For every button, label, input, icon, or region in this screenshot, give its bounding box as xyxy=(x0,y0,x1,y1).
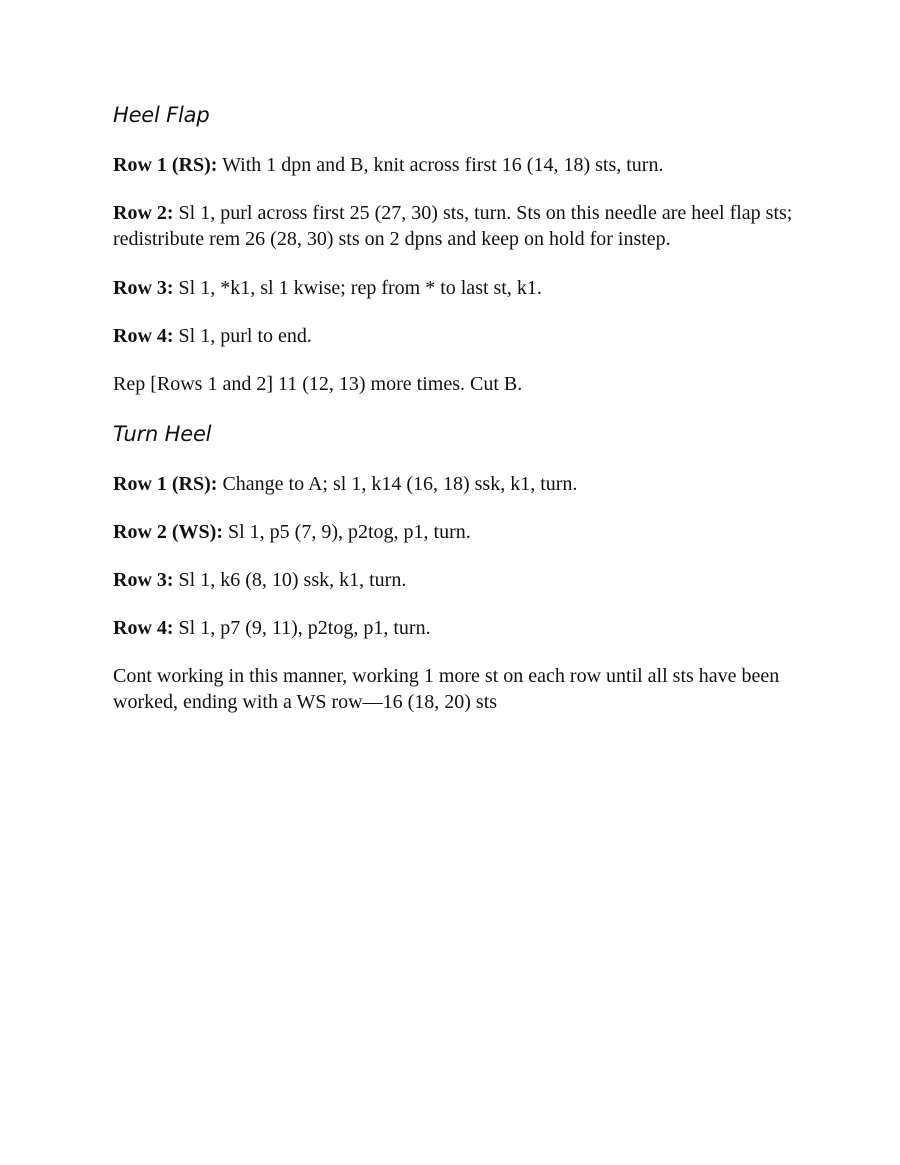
row-label: Row 3: xyxy=(113,277,174,299)
heel-flap-row-2 xyxy=(113,200,793,252)
row-instruction: Sl 1, *k1, sl 1 kwise; rep from * to last st, k1. xyxy=(178,277,542,299)
turn-heel-continue-note xyxy=(113,663,793,715)
row-instruction: With 1 dpn and B, knit across first 16 (14, 18) sts, turn. xyxy=(222,154,664,176)
row-label: Row 4: xyxy=(113,325,174,347)
row-label: Row 3: xyxy=(113,569,174,591)
heel-flap-row-1 xyxy=(113,152,793,178)
row-label: Row 1 (RS): xyxy=(113,473,218,495)
section-heading-turn-heel: Turn Heel xyxy=(113,422,212,446)
row-instruction: Sl 1, k6 (8, 10) ssk, k1, turn. xyxy=(178,569,407,591)
row-instruction: Sl 1, purl to end. xyxy=(178,325,312,347)
heel-flap-repeat-note xyxy=(113,371,793,397)
section-heading-heel-flap: Heel Flap xyxy=(113,103,210,127)
heel-flap-row-4 xyxy=(113,323,793,349)
paragraph-text: Cont working in this manner, working 1 more st on each row until all sts have been worked, ending with a WS row—16 (18, 20) sts xyxy=(113,665,780,713)
document-body xyxy=(113,100,793,738)
row-label: Row 2: xyxy=(113,202,174,224)
paragraph-text: Rep [Rows 1 and 2] 11 (12, 13) more times. Cut B. xyxy=(113,373,523,395)
row-label: Row 1 (RS): xyxy=(113,154,218,176)
turn-heel-row-2 xyxy=(113,519,793,545)
row-label: Row 2 (WS): xyxy=(113,521,223,543)
row-instruction: Sl 1, p5 (7, 9), p2tog, p1, turn. xyxy=(228,521,471,543)
row-instruction: Change to A; sl 1, k14 (16, 18) ssk, k1, turn. xyxy=(222,473,578,495)
heel-flap-row-3 xyxy=(113,275,793,301)
turn-heel-row-4 xyxy=(113,615,793,641)
row-instruction: Sl 1, p7 (9, 11), p2tog, p1, turn. xyxy=(178,617,431,639)
row-instruction: Sl 1, purl across first 25 (27, 30) sts, turn. Sts on this needle are heel flap sts; redistribute rem 26 (28, 30) sts on 2 dpns and keep on hold for instep. xyxy=(113,202,793,250)
row-label: Row 4: xyxy=(113,617,174,639)
turn-heel-row-3 xyxy=(113,567,793,593)
turn-heel-row-1 xyxy=(113,471,793,497)
